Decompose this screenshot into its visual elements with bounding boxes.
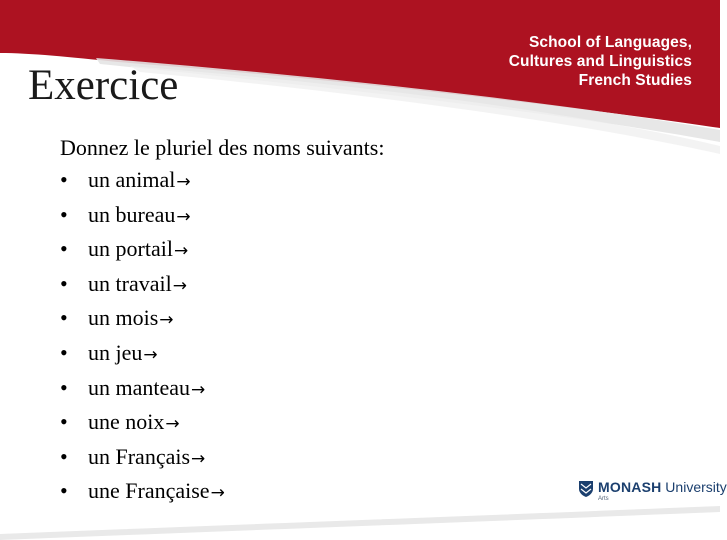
arrow-icon: → [159, 310, 174, 331]
noun-text: un mois [88, 305, 159, 331]
logo-subtitle: Arts [598, 496, 609, 502]
noun-text: un Français [88, 443, 191, 469]
logo-name-rest: University [661, 479, 727, 495]
list-item [60, 301, 384, 336]
arrow-icon: → [165, 414, 180, 435]
logo-wordmark [598, 479, 727, 495]
logo-name-bold: MONASH [598, 479, 662, 495]
list-item [60, 440, 384, 475]
bullet: • [60, 409, 68, 435]
bullet: • [60, 236, 68, 262]
arrow-icon: → [143, 344, 158, 365]
list-item [60, 371, 384, 406]
noun-list [60, 163, 384, 509]
list-item [60, 267, 384, 302]
monash-shield-icon [578, 480, 594, 498]
bullet: • [60, 167, 68, 192]
bullet: • [60, 374, 68, 400]
noun-text: une Française [88, 478, 210, 504]
slide-body [60, 133, 384, 509]
noun-text: un jeu [88, 339, 143, 365]
slide-title: Exercice [28, 62, 179, 109]
monash-logo [578, 476, 727, 504]
bullet: • [60, 201, 68, 227]
arrow-icon: → [173, 241, 189, 262]
noun-text: un travail [88, 270, 172, 296]
arrow-icon: → [191, 448, 206, 469]
instruction-text: Donnez le pluriel des noms suivants: [60, 135, 385, 160]
noun-text: une noix [88, 409, 165, 435]
list-item [60, 405, 384, 440]
noun-text: un manteau [88, 374, 191, 400]
noun-text: un animal [88, 167, 176, 192]
list-item [60, 163, 384, 198]
list-item [60, 336, 384, 371]
arrow-icon: → [172, 275, 187, 296]
bullet: • [60, 443, 68, 469]
bullet: • [60, 305, 68, 331]
school-line-3: French Studies [578, 72, 692, 89]
arrow-icon: → [176, 206, 191, 227]
footer-swoosh [0, 500, 720, 540]
bullet: • [60, 270, 68, 296]
school-line-1: School of Languages, [528, 34, 692, 51]
noun-text: un portail [88, 236, 173, 262]
list-item [60, 198, 384, 233]
school-line-2: Cultures and Linguistics [508, 53, 692, 70]
school-name [509, 33, 692, 90]
arrow-icon: → [176, 172, 191, 192]
list-item [60, 232, 384, 267]
arrow-icon: → [191, 379, 206, 400]
bullet: • [60, 478, 68, 504]
noun-text: un bureau [88, 201, 176, 227]
arrow-icon: → [210, 483, 225, 504]
bullet: • [60, 339, 68, 365]
